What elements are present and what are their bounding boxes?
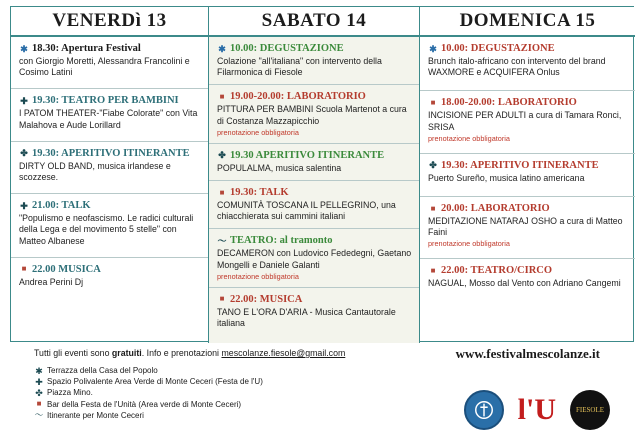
divider <box>209 84 419 85</box>
info-mid: . Info e prenotazioni <box>141 348 220 358</box>
clover-icon: ✤ <box>20 148 28 159</box>
cross-icon: ✚ <box>20 95 28 106</box>
event-item <box>428 97 629 142</box>
event-desc: I PATOM THEATER-"Fiabe Colorate" con Vita Malahova e Aude Lorillard <box>19 108 198 130</box>
star-icon: ✱ <box>20 43 28 54</box>
event-desc: "Populismo e neofascismo. Le radici culturali della Lega e del movimento 5 stelle" con Matteo Albanese <box>19 213 194 246</box>
divider <box>420 258 635 259</box>
day-column-saturday <box>209 37 420 343</box>
fiesole-logo: FIESOLE <box>570 390 610 430</box>
day-column-friday <box>11 37 209 343</box>
legend-label: Itinerante per Monte Ceceri <box>47 410 144 420</box>
event-time: 19.30: TALK <box>230 187 289 199</box>
event-desc: PITTURA PER BAMBINI Scuola Martenot a cura di Costanza Mazzapicchio <box>217 104 407 126</box>
event-desc: DIRTY OLD BAND, musica irlandese e scozzese. <box>19 160 171 183</box>
legend-item <box>34 365 630 376</box>
wave-icon: 〜 <box>34 410 44 421</box>
divider <box>11 193 208 194</box>
divider <box>11 141 208 142</box>
event-item <box>217 187 413 222</box>
event-item <box>217 91 413 136</box>
event-desc: Brunch italo-africano con intervento del brand WAXMORE e ACQUIFERA Onlus <box>428 56 606 78</box>
website-link[interactable]: www.festivalmescolanze.it <box>455 346 600 361</box>
event-item <box>428 203 629 248</box>
booking-note: prenotazione obbligatoria <box>428 133 510 143</box>
event-item <box>217 150 413 174</box>
square-icon: ■ <box>430 265 436 275</box>
wave-icon: 〜 <box>217 235 227 246</box>
sponsor-logos <box>464 390 610 430</box>
divider <box>420 196 635 197</box>
clover-icon: ✤ <box>218 150 226 161</box>
divider <box>11 257 208 258</box>
event-time: 19.30 APERITIVO ITINERANTE <box>230 149 385 161</box>
square-icon: ■ <box>430 203 436 213</box>
event-desc: Andrea Perini Dj <box>19 276 84 287</box>
event-desc: con Giorgio Moretti, Alessandra Francolini e Cosimo Latini <box>19 56 190 78</box>
booking-note: prenotazione obbligatoria <box>217 271 299 281</box>
footer <box>34 348 630 444</box>
divider <box>209 180 419 181</box>
day-header-friday: VENERDì 13 <box>11 7 209 37</box>
event-time: 19.30: APERITIVO ITINERANTE <box>32 147 190 159</box>
divider <box>11 88 208 89</box>
event-time: 22.00: TEATRO/CIRCO <box>441 265 553 277</box>
legend-item <box>34 376 630 387</box>
info-free: gratuiti <box>111 348 142 358</box>
program-grid <box>10 6 634 342</box>
event-time: 22.00 MUSICA <box>32 263 101 275</box>
divider <box>420 90 635 91</box>
event-time: 18.30: Apertura Festival <box>32 43 141 54</box>
event-desc: Puerto Sureño, musica latino americana <box>428 172 585 183</box>
event-desc: TANO E L'ORA D'ARIA - Musica Cantautorale italiana <box>217 306 396 329</box>
star-icon: ✱ <box>35 365 43 376</box>
email-link[interactable]: mescolanze.fiesole@gmail.com <box>221 348 346 358</box>
event-desc: INCISIONE PER ADULTI a cura di Tamara Ronci, SRISA <box>428 110 622 132</box>
divider <box>420 153 635 154</box>
event-time: 19.30: APERITIVO ITINERANTE <box>441 159 599 171</box>
event-time: 19.00-20.00: LABORATORIO <box>230 91 366 103</box>
star-icon: ✱ <box>218 43 226 54</box>
event-item <box>217 294 413 329</box>
event-desc: Colazione "all'italiana" con intervento della Filarmonica di Fiesole <box>217 56 382 78</box>
legend-label: Bar della Festa de l'Unità (Area verde di Monte Ceceri) <box>47 399 242 409</box>
divider <box>209 287 419 288</box>
clover-icon: ✤ <box>429 160 437 171</box>
square-icon: ■ <box>219 294 225 304</box>
legend-label: Terrazza della Casa del Popolo <box>47 366 158 375</box>
info-prefix: Tutti gli eventi sono <box>34 348 110 358</box>
square-icon: ■ <box>219 187 225 197</box>
event-time: 19.30: TEATRO PER BAMBINI <box>32 95 179 107</box>
day-column-sunday <box>420 37 635 343</box>
event-item <box>428 160 629 184</box>
event-item <box>19 264 202 288</box>
cross-icon: ✚ <box>20 200 28 211</box>
event-time: 10.00: DEGUSTAZIONE <box>230 43 344 54</box>
legend-label: Spazio Polivalente Area Verde di Monte Ceceri (Festa de l'U) <box>47 377 263 387</box>
event-item <box>19 200 202 247</box>
booking-note: prenotazione obbligatoria <box>217 127 299 137</box>
cross-icon: ✚ <box>35 376 43 387</box>
divider <box>209 143 419 144</box>
square-icon: ■ <box>36 399 42 409</box>
event-time: 22.00: MUSICA <box>230 293 303 305</box>
event-time: TEATRO: al tramonto <box>230 235 333 247</box>
day-header-sunday: DOMENICA 15 <box>420 7 635 37</box>
event-time: 18.00-20.00: LABORATORIO <box>441 97 577 109</box>
event-item <box>217 43 413 78</box>
square-icon: ■ <box>219 91 225 101</box>
event-time: 20.00: LABORATORIO <box>441 203 550 215</box>
booking-note: prenotazione obbligatoria <box>428 239 510 249</box>
event-desc: POPULALMA, musica salentina <box>217 162 342 173</box>
event-item <box>19 43 202 78</box>
festa-unita-logo: l'U <box>517 393 556 426</box>
clover-icon: ✤ <box>35 388 43 398</box>
event-item <box>217 235 413 280</box>
event-time: 21.00: TALK <box>32 200 91 212</box>
event-desc: MEDITAZIONE NATARAJ OSHO a cura di Matteo Faini <box>428 216 623 238</box>
event-item <box>428 265 629 289</box>
municipality-logo <box>464 390 504 430</box>
divider <box>209 228 419 229</box>
event-desc: COMUNITÀ TOSCANA IL PELLEGRINO, una chiacchierata sui cammini italiani <box>217 200 396 222</box>
square-icon: ■ <box>430 97 436 107</box>
day-header-saturday: SABATO 14 <box>209 7 420 37</box>
event-desc: NAGUAL, Mosso dal Vento con Adriano Cangemi <box>428 278 621 289</box>
event-desc: DECAMERON con Ludovico Fededegni, Gaetano Mongelli e Daniele Galanti <box>217 248 412 270</box>
legend-label: Piazza Mino. <box>47 388 93 398</box>
star-icon: ✱ <box>429 43 437 54</box>
crest-icon <box>473 399 495 421</box>
event-item <box>19 95 202 130</box>
square-icon: ■ <box>21 264 27 274</box>
event-item <box>428 43 629 78</box>
event-item <box>19 148 202 183</box>
event-time: 10.00: DEGUSTAZIONE <box>441 43 555 54</box>
